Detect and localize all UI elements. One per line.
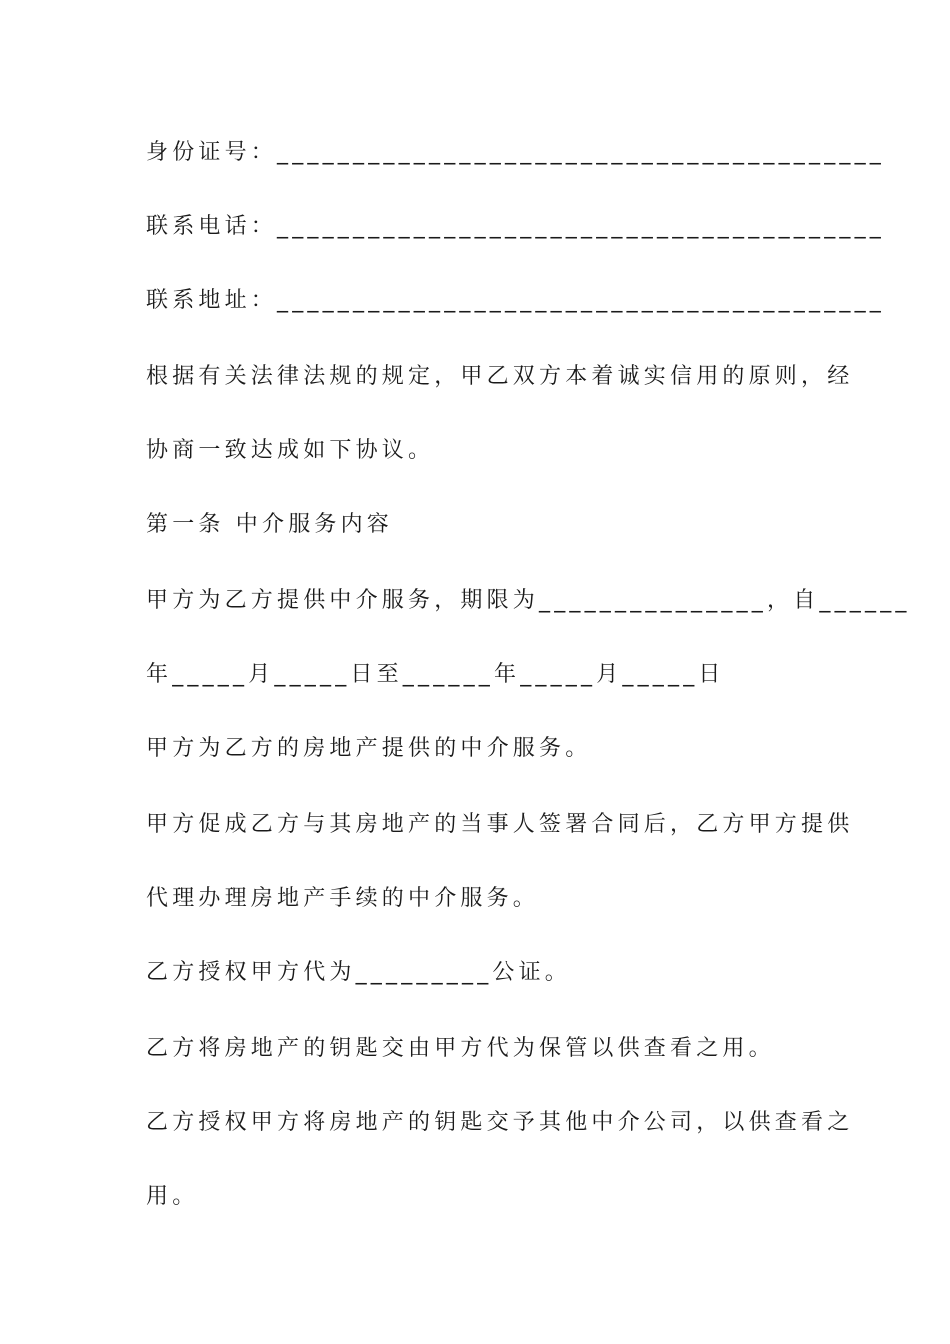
address-field: 联系地址：________________________________________ [146,288,886,313]
article-1-heading: 第一条 中介服务内容 [146,512,393,537]
service-clause-2-line-2: 代理办理房地产手续的中介服务。 [146,886,540,911]
keys-clause-2-line-2: 用。 [146,1184,199,1209]
preamble-line-1: 根据有关法律法规的规定，甲乙双方本着诚实信用的原则，经 [146,364,854,389]
notary-clause: 乙方授权甲方代为_________公证。 [146,960,572,985]
phone-field: 联系电话：________________________________________ [146,214,886,239]
service-clause-2-line-1: 甲方促成乙方与其房地产的当事人签署合同后，乙方甲方提供 [146,812,854,837]
service-clause-1: 甲方为乙方的房地产提供的中介服务。 [146,736,592,761]
keys-clause-1: 乙方将房地产的钥匙交由甲方代为保管以供查看之用。 [146,1036,775,1061]
id-number-field: 身份证号：________________________________________ [146,140,886,165]
term-line-1: 甲方为乙方提供中介服务，期限为_______________，自______ [146,588,911,613]
preamble-line-2: 协商一致达成如下协议。 [146,438,435,463]
term-line-2: 年_____月_____日至______年_____月_____日 [146,662,725,687]
keys-clause-2-line-1: 乙方授权甲方将房地产的钥匙交予其他中介公司，以供查看之 [146,1110,854,1135]
